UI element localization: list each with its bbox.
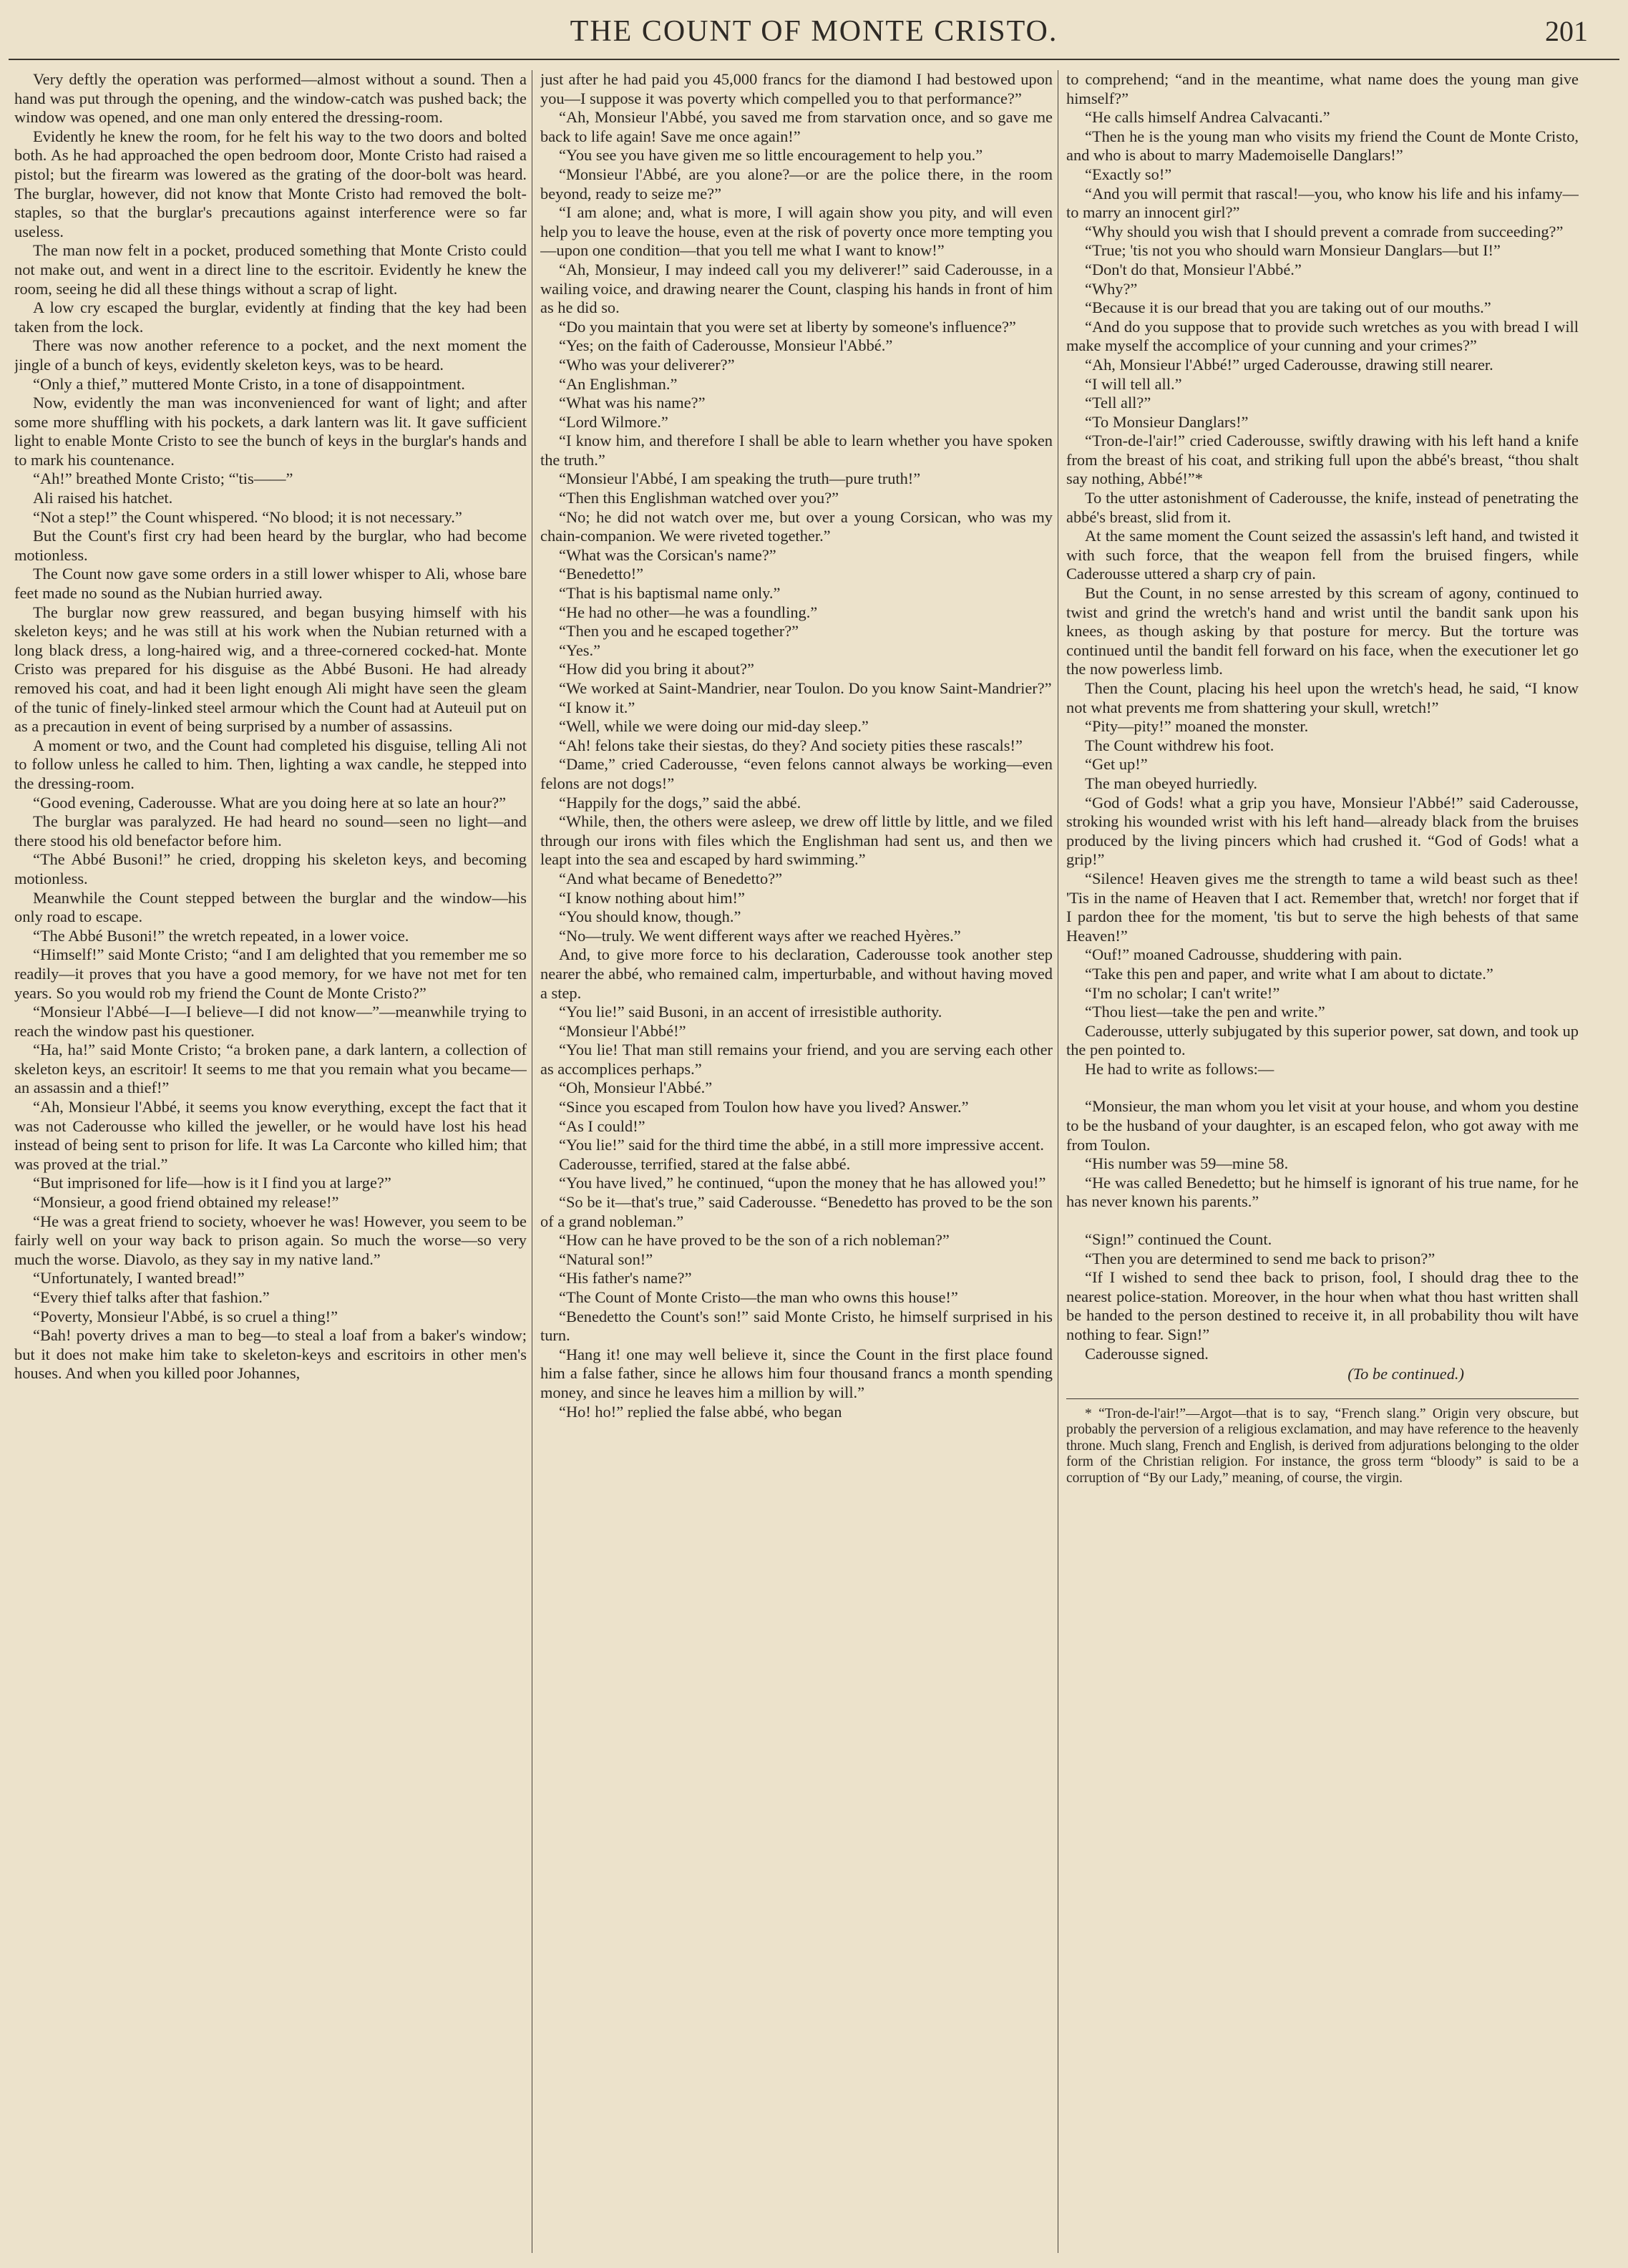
paragraph: “Ho! ho!” replied the false abbé, who began [559, 1402, 842, 1421]
paragraph: To the utter astonishment of Caderousse, the knife, instead of penetrating the abbé's breast, slid from it. [1066, 489, 1579, 526]
paragraph: “Exactly so!” [1085, 165, 1172, 183]
paragraph: “You should know, though.” [559, 907, 741, 926]
paragraph: “Monsieur l'Abbé, are you alone?—or are the police there, in the room beyond, ready to seize me?” [540, 165, 1053, 203]
paragraph: “Since you escaped from Toulon how have you lived? Answer.” [559, 1098, 969, 1116]
paragraph: Ali raised his hatchet. [33, 489, 173, 507]
paragraph: “So be it—that's true,” said Caderousse. “Benedetto has proved to be the son of a grand nobleman.” [540, 1193, 1053, 1230]
paragraph: “His father's name?” [559, 1269, 692, 1288]
paragraph: “Ah, Monsieur, I may indeed call you my deliverer!” said Caderousse, in a wailing voice, and drawing nearer the Count, clasping his hands in front of him as he did so. [540, 260, 1053, 317]
text-column-1 [14, 70, 527, 2253]
paragraph: “Do you maintain that you were set at liberty by someone's influence?” [559, 317, 1016, 336]
paragraph: “You lie!” said Busoni, in an accent of irresistible authority. [559, 1003, 942, 1021]
paragraph: “Monsieur l'Abbé!” [559, 1021, 686, 1040]
paragraph: “He had no other—he was a foundling.” [559, 603, 818, 621]
paragraph: “Ah! felons take their siestas, do they? And society pities these rascals!” [559, 736, 1023, 754]
paragraph: Now, evidently the man was inconvenienced for want of light; and after some more shuffling with his pockets, a dark lantern was lit. It gave sufficient light to enable Monte Cristo to see the bunch of keys in the burglar's hands and to mark his countenance. [14, 394, 527, 469]
paragraph: “He was a great friend to society, whoever he was! However, you seem to be fairly well on your way back to prison again. So much the worse—so very much the worse. Diavolo, as they say in my native land.” [14, 1212, 527, 1268]
paragraph: “I'm no scholar; I can't write!” [1085, 983, 1280, 1002]
paragraph: “What was his name?” [559, 394, 706, 412]
paragraph: The man obeyed hurriedly. [1085, 774, 1258, 792]
paragraph: “I will tell all.” [1085, 374, 1182, 393]
paragraph: “And what became of Benedetto?” [559, 869, 783, 887]
paragraph: “The Abbé Busoni!” the wretch repeated, in a lower voice. [33, 926, 409, 945]
paragraph: “Himself!” said Monte Cristo; “and I am delighted that you remember me so readily—it proves that you have a good memory, for we have not met for ten years. So you would rob my friend the Count de Monte Cristo?” [14, 945, 527, 1002]
paragraph: “Silence! Heaven gives me the strength to tame a wild beast such as thee! 'Tis in the name of Heaven that I act. Remember that, wretch! nor forget that if I pardon thee for the moment, 'tis but to serve the high behests of that same Heaven!” [1066, 869, 1579, 945]
paragraph: “No—truly. We went different ways after we reached Hyères.” [559, 926, 961, 945]
paragraph: “Ouf!” moaned Cadrousse, shuddering with pain. [1085, 945, 1403, 964]
paragraph: “Don't do that, Monsieur l'Abbé.” [1085, 260, 1302, 278]
running-title: THE COUNT OF MONTE CRISTO. [570, 15, 1058, 48]
paragraph: “Poverty, Monsieur l'Abbé, is so cruel a thing!” [33, 1307, 338, 1325]
paragraph: “Sign!” continued the Count. [1085, 1230, 1272, 1249]
paragraph: “Every thief talks after that fashion.” [33, 1288, 270, 1306]
paragraph: “Oh, Monsieur l'Abbé.” [559, 1079, 713, 1097]
paragraph: “Why?” [1085, 279, 1138, 298]
paragraph: “Monsieur, a good friend obtained my release!” [33, 1193, 339, 1212]
paragraph: “Pity—pity!” moaned the monster. [1085, 717, 1309, 736]
paragraph: “You have lived,” he continued, “upon the money that he has allowed you!” [559, 1174, 1046, 1192]
paragraph: “I am alone; and, what is more, I will again show you pity, and will even help you to leave the house, even at the risk of poverty once more tempting you—upon one condition—that you tell me what I want to know!” [540, 203, 1053, 260]
paragraph: “As I could!” [559, 1116, 645, 1135]
paragraph: “Tell all?” [1085, 394, 1151, 412]
paragraph: “No; he did not watch over me, but over a young Corsican, who was my chain-companion. We were riveted together.” [540, 507, 1053, 545]
paragraph: “You see you have given me so little encouragement to help you.” [559, 146, 983, 165]
paragraph: Then the Count, placing his heel upon the wretch's head, he said, “I know not what prevents me from shattering your skull, wretch!” [1066, 679, 1579, 716]
paragraph: “Hang it! one may well believe it, since the Count in the first place found him a false father, since he allows him four thousand francs a month spending money, and since he leaves him a million by will.” [540, 1345, 1053, 1401]
paragraph: There was now another reference to a pocket, and the next moment the jingle of a bunch of keys, evidently skeleton keys, was to be heard. [14, 336, 527, 374]
paragraph: “An Englishman.” [559, 374, 678, 393]
paragraph: “We worked at Saint-Mandrier, near Toulon. Do you know Saint-Mandrier?” [559, 679, 1052, 697]
paragraph: “Ah!” breathed Monte Cristo; “'tis——” [33, 469, 293, 488]
text-column-3 [1066, 70, 1579, 2253]
paragraph: “Then you and he escaped together?” [559, 622, 799, 641]
paragraph: “I know it.” [559, 698, 635, 716]
page-number: 201 [1545, 15, 1588, 47]
footnote-rule [1066, 1398, 1579, 1399]
paragraph: “The Count of Monte Cristo—the man who owns this house!” [559, 1288, 958, 1306]
paragraph: “Why should you wish that I should prevent a comrade from succeeding?” [1085, 222, 1564, 240]
paragraph: The burglar now grew reassured, and began busying himself with his skeleton keys; and he was still at his work when the Nubian returned with a long black dress, a long-haired wig, and a three-cornered cocked-hat. Monte Cristo was prepared for his disguise as the Abbé Busoni. He had already removed his coat, and had it been light enough Ali might have seen the gleam of the tunic of finely-linked steel armour which the Count had at Auteuil put on as a precaution in event of being surprised by a number of assassins. [14, 603, 527, 736]
paragraph: A low cry escaped the burglar, evidently at finding that the key had been taken from the lock. [14, 298, 527, 336]
paragraph: The Count now gave some orders in a still lower whisper to Ali, whose bare feet made no sound as the Nubian hurried away. [14, 565, 527, 603]
paragraph: “Unfortunately, I wanted bread!” [33, 1269, 245, 1288]
paragraph: “The Abbé Busoni!” he cried, dropping his skeleton keys, and becoming motionless. [14, 850, 527, 887]
paragraph: “Ah, Monsieur l'Abbé!” urged Caderousse, drawing still nearer. [1085, 355, 1493, 374]
paragraph: “How can he have proved to be the son of a rich nobleman?” [559, 1231, 950, 1250]
header-rule [9, 59, 1619, 60]
paragraph: “How did you bring it about?” [559, 660, 754, 678]
paragraph: But the Count, in no sense arrested by this scream of agony, continued to twist and grind the wretch's hand and wrist until the bandit sank upon his knees, as though asking by that posture for mercy. But the torture was continued until the bandit fell forward on his face, when the executioner let go the now powerless limb. [1066, 584, 1579, 678]
paragraph: “Yes.” [559, 641, 601, 659]
paragraph: “Monsieur l'Abbé—I—I believe—I did not know—”—meanwhile trying to reach the window past his questioner. [14, 1003, 527, 1040]
paragraph: “God of Gods! what a grip you have, Monsieur l'Abbé!” said Caderousse, stroking his wounded wrist with his left hand—already black from the bruises produced by the living pincers which had crushed it. “God of Gods! what a grip!” [1066, 793, 1579, 869]
paragraph: The man now felt in a pocket, produced something that Monte Cristo could not make out, and went in a direct line to the escritoir. Evidently he knew the room, seeing he did all these things without a scrap of light. [14, 241, 527, 298]
paragraph: “But imprisoned for life—how is it I find you at large?” [33, 1174, 391, 1192]
footnote: * “Tron-de-l'air!”—Argot—that is to say, “French slang.” Origin very obscure, but probably the perversion of a religious exclamation, and may have reference to the heavenly throne. Much slang, French and English, is derived from adjurations belonging to the older form of the Christian religion. For instance, the gross term “bloody” is said to be a corruption of “By our Lady,” meaning, of course, the virgin. [1066, 1406, 1579, 1486]
paragraph: “Then you are determined to send me back to prison?” [1085, 1249, 1436, 1267]
paragraph: “Happily for the dogs,” said the abbé. [559, 793, 801, 812]
to-be-continued: (To be continued.) [1347, 1365, 1464, 1383]
paragraph: “Ha, ha!” said Monte Cristo; “a broken pane, a dark lantern, a collection of skeleton keys, an escritoir! It seems to me that you remain what you became—an assassin and a thief!” [14, 1041, 527, 1097]
paragraph: “Monsieur l'Abbé, I am speaking the truth—pure truth!” [559, 469, 921, 488]
paragraph: “Benedetto the Count's son!” said Monte Cristo, he himself surprised in his turn. [540, 1307, 1053, 1345]
paragraph: Very deftly the operation was performed—almost without a sound. Then a hand was put through the opening, and the window-catch was pushed back; the window was opened, and one man only entered the dressing-room. [14, 70, 527, 127]
paragraph: “I know nothing about him!” [559, 888, 745, 907]
paragraph: Caderousse signed. [1085, 1344, 1209, 1363]
paragraph: “If I wished to send thee back to prison, fool, I should drag thee to the nearest police-station. Moreover, in the hour when what thou hast written shall be handed to the person destined to receive it, in all probability thou wilt have nothing to fear. Sign!” [1066, 1268, 1579, 1343]
paragraph: “Dame,” cried Caderousse, “even felons cannot always be working—even felons are not dogs!” [540, 755, 1053, 792]
paragraph: “What was the Corsican's name?” [559, 545, 776, 564]
paragraph: “Then he is the young man who visits my friend the Count de Monte Cristo, and who is about to marry Mademoiselle Danglars!” [1066, 127, 1579, 165]
paragraph: A moment or two, and the Count had completed his disguise, telling Ali not to follow unless he called to him. Then, lighting a wax candle, he stepped into the dressing-room. [14, 736, 527, 792]
paragraph: “Then this Englishman watched over you?” [559, 489, 839, 507]
paragraph: “His number was 59—mine 58. [1085, 1154, 1289, 1173]
paragraph: The Count withdrew his foot. [1085, 736, 1274, 754]
paragraph: And, to give more force to his declaration, Caderousse took another step nearer the abbé, who remained calm, imperturbable, and without having moved a step. [540, 945, 1053, 1002]
paragraph: “While, then, the others were asleep, we drew off little by little, and we filed through our irons with files which the Englishman had sent us, and then we leapt into the sea and escaped by hard swimming.” [540, 812, 1053, 869]
paragraph: “You lie!” said for the third time the abbé, in a still more impressive accent. [559, 1136, 1044, 1154]
paragraph: “To Monsieur Danglars!” [1085, 412, 1249, 431]
paragraph: “And you will permit that rascal!—you, who know his life and his infamy—to marry an innocent girl?” [1066, 184, 1579, 222]
paragraph: “Benedetto!” [559, 565, 644, 583]
paragraph: “Lord Wilmore.” [559, 412, 668, 431]
page-header [0, 10, 1628, 53]
paragraph: “He calls himself Andrea Calvacanti.” [1085, 108, 1330, 127]
paragraph: But the Count's first cry had been heard by the burglar, who had become motionless. [14, 527, 527, 564]
paragraph: “He was called Benedetto; but he himself is ignorant of his true name, for he has never known his parents.” [1066, 1173, 1579, 1211]
paragraph: “Not a step!” the Count whispered. “No blood; it is not necessary.” [33, 507, 462, 526]
paragraph: “Natural son!” [559, 1250, 653, 1268]
paragraph: Caderousse, terrified, stared at the false abbé. [559, 1154, 851, 1173]
paragraph: “True; 'tis not you who should warn Monsieur Danglars—but I!” [1085, 241, 1501, 260]
paragraph: “That is his baptismal name only.” [559, 584, 781, 603]
paragraph: “Monsieur, the man whom you let visit at your house, and whom you destine to be the husband of your daughter, is an escaped felon, who got away with me from Toulon. [1066, 1097, 1579, 1154]
paragraph: “Who was your deliverer?” [559, 355, 735, 374]
paragraph: just after he had paid you 45,000 francs for the diamond I had bestowed upon you—I suppose it was poverty which compelled you to that performance?” [540, 70, 1053, 107]
paragraph: “Tron-de-l'air!” cried Caderousse, swiftly drawing with his left hand a knife from the breast of his coat, and striking full upon the abbé's breast, “thou shalt say nothing, Abbé!”* [1066, 432, 1579, 488]
paragraph: “Ah, Monsieur l'Abbé, it seems you know everything, except the fact that it was not Caderousse who killed the jeweller, or he would have lost his head instead of being sent to prison for life. It was La Carconte who killed him; that was proved at the trial.” [14, 1098, 527, 1173]
paragraph: “Bah! poverty drives a man to beg—to steal a loaf from a baker's window; but it does not make him take to skeleton-keys and escritoirs in other men's houses. And when you killed poor Johannes, [14, 1326, 527, 1383]
paragraph: Evidently he knew the room, for he felt his way to the two doors and bolted both. As he had approached the open bedroom door, Monte Cristo had raised a pistol; but the firearm was lowered as the grating of the door-bolt was heard. The burglar, however, did not know that Monte Cristo had removed the bolt-staples, so that the burglar's precautions against interference were so far useless. [14, 127, 527, 240]
paragraph: “Only a thief,” muttered Monte Cristo, in a tone of disappointment. [33, 374, 465, 393]
paragraph: to comprehend; “and in the meantime, what name does the young man give himself?” [1066, 70, 1579, 107]
paragraph: “Good evening, Caderousse. What are you doing here at so late an hour?” [33, 793, 507, 812]
paragraph: “And do you suppose that to provide such wretches as you with bread I will make myself the accomplice of your cunning and your crimes?” [1066, 317, 1579, 355]
paragraph: “Well, while we were doing our mid-day sleep.” [559, 717, 869, 736]
paragraph: “Get up!” [1085, 755, 1148, 774]
paragraph: Caderousse, utterly subjugated by this superior power, sat down, and took up the pen pointed to. [1066, 1021, 1579, 1059]
paragraph: “Ah, Monsieur l'Abbé, you saved me from starvation once, and so gave me back to life again! Save me once again!” [540, 108, 1053, 145]
paragraph: “Take this pen and paper, and write what I am about to dictate.” [1085, 964, 1493, 983]
paragraph: The burglar was paralyzed. He had heard no sound—seen no light—and there stood his old benefactor before him. [14, 812, 527, 850]
paragraph: He had to write as follows:— [1085, 1059, 1274, 1078]
paragraph: “Because it is our bread that you are taking out of our mouths.” [1085, 298, 1491, 317]
paragraph: “I know him, and therefore I shall be able to learn whether you have spoken the truth.” [540, 432, 1053, 469]
paragraph: Meanwhile the Count stepped between the burglar and the window—his only road to escape. [14, 888, 527, 926]
paragraph: “You lie! That man still remains your friend, and you are serving each other as accomplices perhaps.” [540, 1041, 1053, 1078]
text-column-2 [540, 70, 1053, 2253]
paragraph: “Yes; on the faith of Caderousse, Monsieur l'Abbé.” [559, 336, 893, 355]
paragraph: “Thou liest—take the pen and write.” [1085, 1003, 1325, 1021]
paragraph: At the same moment the Count seized the assassin's left hand, and twisted it with such force, that the weapon fell from the bruised fingers, while Caderousse uttered a sharp cry of pain. [1066, 527, 1579, 583]
